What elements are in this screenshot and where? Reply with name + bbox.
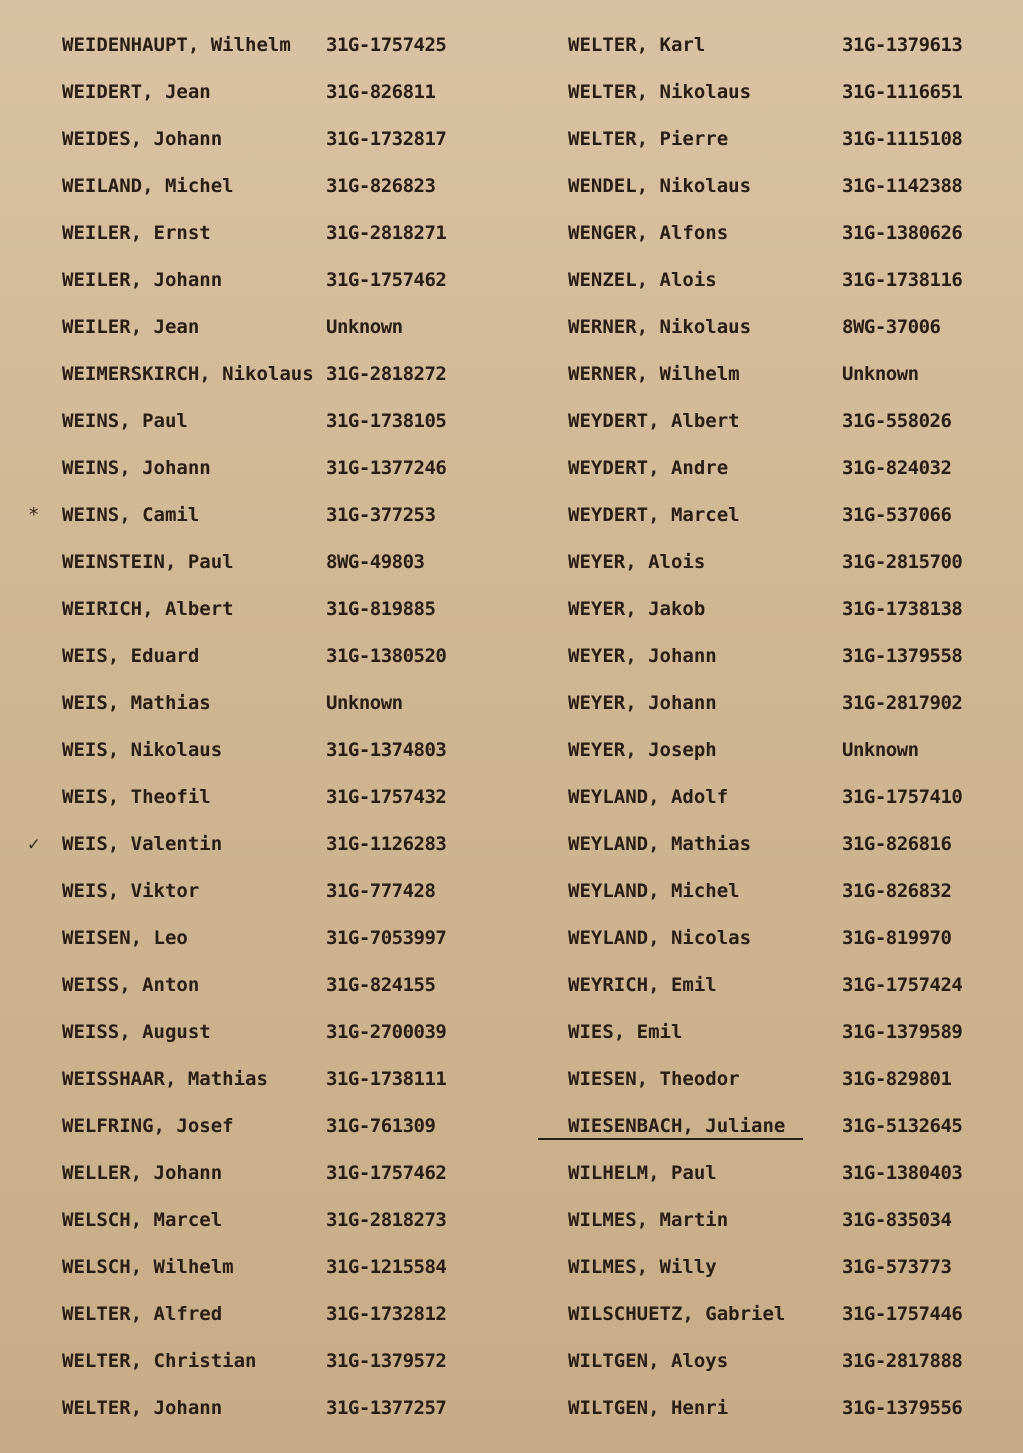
list-item — [520, 774, 1023, 821]
right-column — [520, 22, 1023, 1432]
list-item — [520, 257, 1023, 304]
list-item — [520, 69, 1023, 116]
list-item — [0, 680, 520, 727]
person-name: WEIS, Nikolaus — [62, 739, 223, 761]
person-name: WELSCH, Marcel — [62, 1209, 223, 1231]
serial-number: 31G-824032 — [842, 457, 952, 479]
serial-number: 31G-1379572 — [326, 1350, 447, 1372]
list-item — [520, 1385, 1023, 1432]
serial-number: Unknown — [842, 739, 919, 761]
person-name: WIESEN, Theodor — [568, 1068, 740, 1090]
serial-number: 31G-1757462 — [326, 1162, 447, 1184]
serial-number: 31G-1380403 — [842, 1162, 963, 1184]
person-name: WEYDERT, Albert — [568, 410, 740, 432]
person-name: WILMES, Martin — [568, 1209, 729, 1231]
serial-number: 31G-2818271 — [326, 222, 447, 244]
person-name: WEIS, Valentin — [62, 833, 223, 855]
serial-number: 31G-1377246 — [326, 457, 447, 479]
serial-number: 31G-1732812 — [326, 1303, 447, 1325]
serial-number: 31G-1757425 — [326, 34, 447, 56]
list-item — [0, 492, 520, 539]
list-item — [520, 915, 1023, 962]
serial-number: 31G-1380520 — [326, 645, 447, 667]
person-name: WELTER, Karl — [568, 34, 706, 56]
serial-number: 31G-1738111 — [326, 1068, 447, 1090]
person-name: WILTGEN, Aloys — [568, 1350, 729, 1372]
serial-number: Unknown — [326, 692, 403, 714]
serial-number: 31G-761309 — [326, 1115, 436, 1137]
list-item — [520, 398, 1023, 445]
person-name: WELTER, Johann — [62, 1397, 223, 1419]
person-name: WEYLAND, Adolf — [568, 786, 729, 808]
serial-number: 31G-1377257 — [326, 1397, 447, 1419]
serial-number: Unknown — [842, 363, 919, 385]
list-item — [520, 492, 1023, 539]
list-item — [0, 398, 520, 445]
list-item — [0, 1244, 520, 1291]
handwritten-mark: * — [28, 504, 40, 526]
list-item — [0, 1150, 520, 1197]
list-item — [520, 821, 1023, 868]
serial-number: 31G-7053997 — [326, 927, 447, 949]
list-item — [0, 1009, 520, 1056]
person-name: WELTER, Nikolaus — [568, 81, 752, 103]
list-item — [0, 304, 520, 351]
person-name: WIES, Emil — [568, 1021, 683, 1043]
person-name: WEYER, Johann — [568, 692, 717, 714]
serial-number: 31G-1374803 — [326, 739, 447, 761]
list-item — [0, 915, 520, 962]
serial-number: 31G-2817888 — [842, 1350, 963, 1372]
list-item — [0, 774, 520, 821]
serial-number: 31G-573773 — [842, 1256, 952, 1278]
person-name: WEIDES, Johann — [62, 128, 223, 150]
person-name: WEYLAND, Mathias — [568, 833, 752, 855]
person-name: WEIS, Viktor — [62, 880, 200, 902]
serial-number: 31G-1115108 — [842, 128, 963, 150]
person-name: WEIS, Eduard — [62, 645, 200, 667]
list-item — [520, 445, 1023, 492]
list-item — [0, 445, 520, 492]
serial-number: 31G-5132645 — [842, 1115, 963, 1137]
person-name: WEILER, Johann — [62, 269, 223, 291]
person-name: WEINS, Paul — [62, 410, 188, 432]
list-item — [520, 116, 1023, 163]
list-item — [520, 680, 1023, 727]
person-name: WILTGEN, Henri — [568, 1397, 729, 1419]
list-item — [0, 351, 520, 398]
serial-number: 31G-558026 — [842, 410, 952, 432]
list-item — [520, 1056, 1023, 1103]
serial-number: 31G-2818272 — [326, 363, 447, 385]
person-name: WEISS, August — [62, 1021, 211, 1043]
list-item — [0, 163, 520, 210]
list-item — [0, 1291, 520, 1338]
serial-number: 31G-835034 — [842, 1209, 952, 1231]
person-name: WELLER, Johann — [62, 1162, 223, 1184]
serial-number: 31G-1142388 — [842, 175, 963, 197]
serial-number: 31G-1757424 — [842, 974, 963, 996]
list-item — [0, 1197, 520, 1244]
list-item — [0, 116, 520, 163]
serial-number: 31G-1757446 — [842, 1303, 963, 1325]
serial-number: 31G-2818273 — [326, 1209, 447, 1231]
serial-number: 31G-1732817 — [326, 128, 447, 150]
list-item — [0, 1103, 520, 1150]
person-name — [568, 1103, 785, 1150]
person-name: WELTER, Christian — [62, 1350, 257, 1372]
serial-number: Unknown — [326, 316, 403, 338]
serial-number: 8WG-37006 — [842, 316, 941, 338]
person-name: WERNER, Nikolaus — [568, 316, 752, 338]
person-name: WEIMERSKIRCH, Nikolaus — [62, 363, 314, 385]
person-name: WENZEL, Alois — [568, 269, 717, 291]
underlined-name: WIESENBACH, Juliane — [568, 1103, 785, 1150]
serial-number: 31G-537066 — [842, 504, 952, 526]
serial-number: 31G-826811 — [326, 81, 436, 103]
list-item — [520, 304, 1023, 351]
list-item — [0, 539, 520, 586]
person-name: WEYER, Joseph — [568, 739, 717, 761]
serial-number: 31G-2700039 — [326, 1021, 447, 1043]
person-name: WELTER, Pierre — [568, 128, 729, 150]
serial-number: 31G-826823 — [326, 175, 436, 197]
list-item — [0, 69, 520, 116]
list-item — [520, 539, 1023, 586]
list-item — [520, 1244, 1023, 1291]
list-item — [520, 210, 1023, 257]
serial-number: 31G-2815700 — [842, 551, 963, 573]
serial-number: 31G-377253 — [326, 504, 436, 526]
list-item — [520, 1103, 1023, 1150]
person-name: WEISS, Anton — [62, 974, 200, 996]
list-item — [0, 727, 520, 774]
serial-number: 31G-1215584 — [326, 1256, 447, 1278]
person-name: WENDEL, Nikolaus — [568, 175, 752, 197]
list-item — [0, 210, 520, 257]
list-item — [0, 1385, 520, 1432]
person-name: WEINSTEIN, Paul — [62, 551, 234, 573]
serial-number: 31G-826816 — [842, 833, 952, 855]
list-item — [520, 22, 1023, 69]
list-item — [520, 163, 1023, 210]
serial-number: 31G-1757432 — [326, 786, 447, 808]
person-name: WILSCHUETZ, Gabriel — [568, 1303, 786, 1325]
person-name: WILMES, Willy — [568, 1256, 717, 1278]
handwritten-mark: ✓ — [28, 833, 40, 855]
list-item — [520, 1338, 1023, 1385]
serial-number: 31G-819970 — [842, 927, 952, 949]
person-name: WEISSHAAR, Mathias — [62, 1068, 268, 1090]
list-item — [0, 257, 520, 304]
person-name: WELSCH, Wilhelm — [62, 1256, 234, 1278]
serial-number: 31G-1379558 — [842, 645, 963, 667]
serial-number: 31G-1379556 — [842, 1397, 963, 1419]
list-item — [0, 633, 520, 680]
list-item — [520, 586, 1023, 633]
person-name: WERNER, Wilhelm — [568, 363, 740, 385]
person-name: WEIS, Mathias — [62, 692, 211, 714]
person-name: WEIDERT, Jean — [62, 81, 211, 103]
person-name: WILHELM, Paul — [568, 1162, 717, 1184]
serial-number: 31G-2817902 — [842, 692, 963, 714]
serial-number: 31G-1738105 — [326, 410, 447, 432]
person-name: WEIS, Theofil — [62, 786, 211, 808]
left-column — [0, 22, 520, 1432]
list-item — [0, 1056, 520, 1103]
person-name: WEINS, Camil — [62, 504, 200, 526]
list-item — [0, 586, 520, 633]
serial-number: 31G-1757410 — [842, 786, 963, 808]
person-name: WEINS, Johann — [62, 457, 211, 479]
person-name: WEYRICH, Emil — [568, 974, 717, 996]
list-item — [520, 1150, 1023, 1197]
person-name: WEYER, Jakob — [568, 598, 706, 620]
serial-number: 31G-829801 — [842, 1068, 952, 1090]
serial-number: 8WG-49803 — [326, 551, 425, 573]
list-item — [520, 868, 1023, 915]
person-name: WELTER, Alfred — [62, 1303, 223, 1325]
list-item — [0, 962, 520, 1009]
serial-number: 31G-1738116 — [842, 269, 963, 291]
person-name: WEYLAND, Michel — [568, 880, 740, 902]
list-item — [0, 1338, 520, 1385]
serial-number: 31G-1738138 — [842, 598, 963, 620]
serial-number: 31G-1380626 — [842, 222, 963, 244]
serial-number: 31G-1757462 — [326, 269, 447, 291]
list-item — [0, 22, 520, 69]
person-name: WEYDERT, Andre — [568, 457, 729, 479]
person-name: WEILER, Jean — [62, 316, 200, 338]
serial-number: 31G-1116651 — [842, 81, 963, 103]
serial-number: 31G-1379613 — [842, 34, 963, 56]
list-item — [520, 351, 1023, 398]
list-item — [0, 821, 520, 868]
list-item — [520, 633, 1023, 680]
person-name: WEYLAND, Nicolas — [568, 927, 752, 949]
person-name: WEIDENHAUPT, Wilhelm — [62, 34, 291, 56]
person-name: WEISEN, Leo — [62, 927, 188, 949]
person-name: WELFRING, Josef — [62, 1115, 234, 1137]
person-name: WEYDERT, Marcel — [568, 504, 740, 526]
person-name: WEILER, Ernst — [62, 222, 211, 244]
list-item — [520, 1009, 1023, 1056]
person-name: WEYER, Johann — [568, 645, 717, 667]
person-name: WEIRICH, Albert — [62, 598, 234, 620]
serial-number: 31G-777428 — [326, 880, 436, 902]
list-item — [520, 1197, 1023, 1244]
list-item — [520, 727, 1023, 774]
person-name: WEILAND, Michel — [62, 175, 234, 197]
serial-number: 31G-1126283 — [326, 833, 447, 855]
serial-number: 31G-1379589 — [842, 1021, 963, 1043]
serial-number: 31G-824155 — [326, 974, 436, 996]
person-name: WENGER, Alfons — [568, 222, 729, 244]
serial-number: 31G-826832 — [842, 880, 952, 902]
list-item — [0, 868, 520, 915]
person-name: WEYER, Alois — [568, 551, 706, 573]
list-item — [520, 1291, 1023, 1338]
list-item — [520, 962, 1023, 1009]
serial-number: 31G-819885 — [326, 598, 436, 620]
